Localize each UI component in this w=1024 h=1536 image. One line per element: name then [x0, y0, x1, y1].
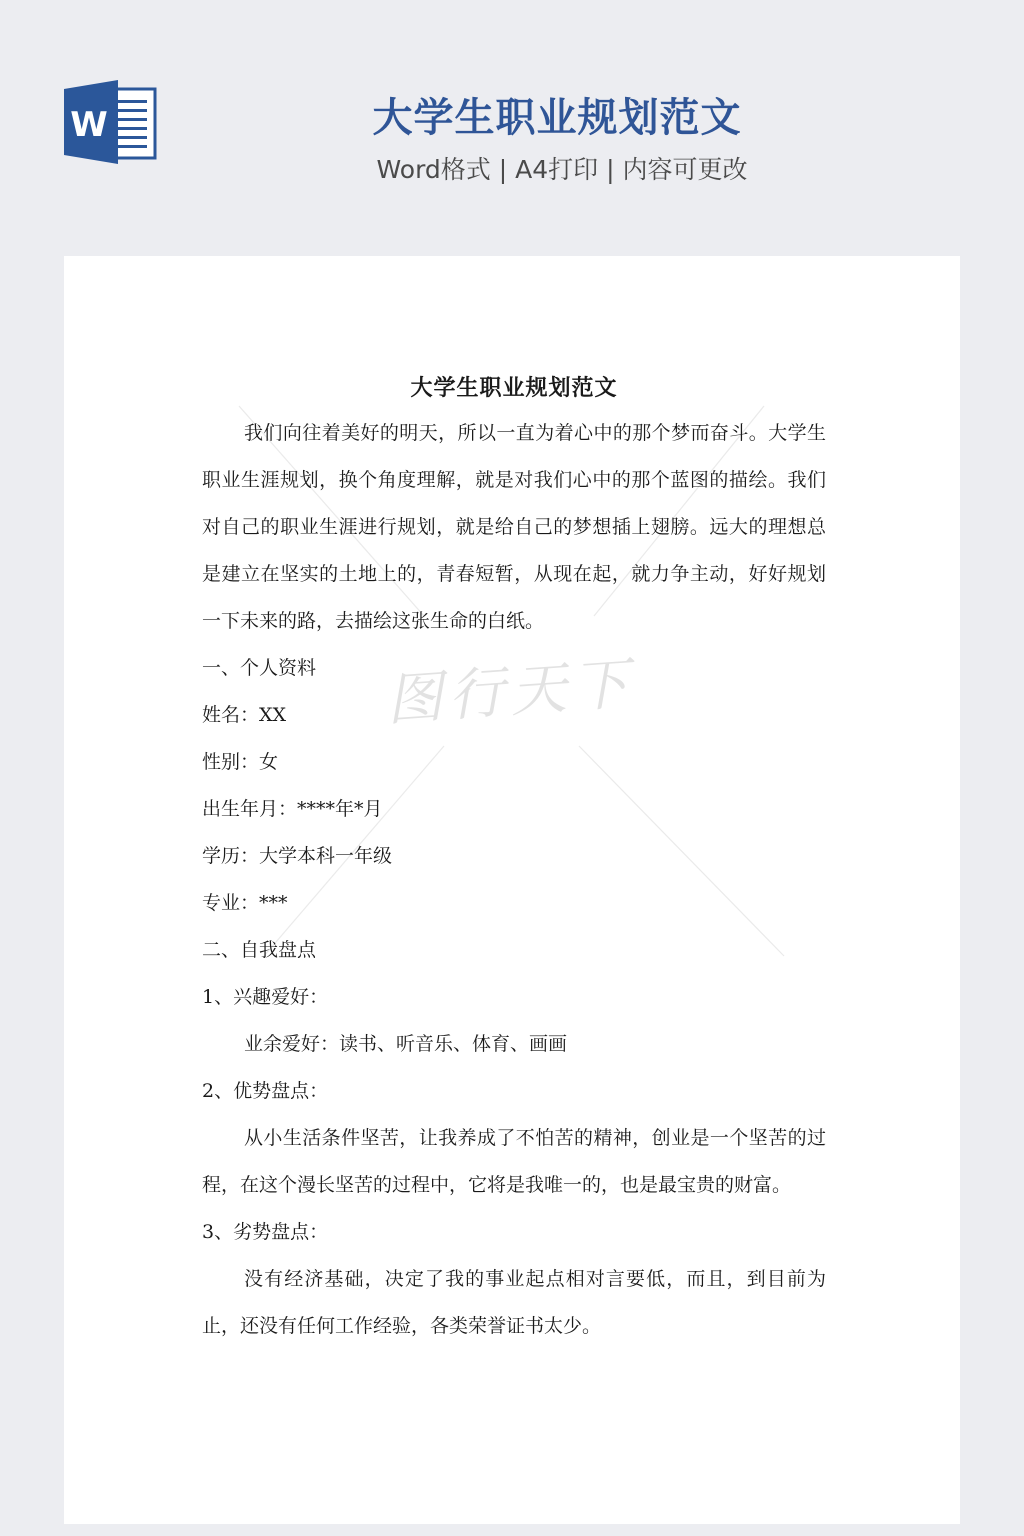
- page-title: 大学生职业规划范文: [372, 95, 742, 141]
- header: [0, 0, 1024, 250]
- strengths-heading: 2、优势盘点：: [202, 1080, 329, 1102]
- document-page: [64, 256, 960, 1524]
- intro-paragraph: 我们向往着美好的明天，所以一直为着心中的那个梦而奋斗。大学生职业生涯规划，换个角度理解，就是对我们心中的那个蓝图的描绘。我们对自己的职业生涯进行规划，就是给自己的梦想插上翅膀。远大的理想总是建立在坚实的土地上的，青春短暂，从现在起，就力争主动，好好规划一下未来的路，去描绘这张生命的白纸。: [202, 422, 826, 632]
- education-line: 学历：大学本科一年级: [202, 845, 393, 867]
- birth-line: 出生年月：****年*月: [202, 798, 383, 820]
- major-line: 专业：***: [202, 892, 288, 914]
- logo-letter: W: [70, 105, 108, 145]
- watermark-text: 图行天下: [384, 651, 637, 734]
- name-line: 姓名：XX: [202, 704, 287, 726]
- weaknesses-body: 没有经济基础，决定了我的事业起点相对言要低，而且，到目前为止，还没有任何工作经验，各类荣誉证书太少。: [202, 1268, 826, 1337]
- gender-line: 性别：女: [202, 751, 279, 773]
- section1-heading: 一、个人资料: [202, 657, 317, 679]
- interests-heading: 1、兴趣爱好：: [202, 986, 329, 1008]
- document-title: 大学生职业规划范文: [410, 375, 618, 401]
- section2-heading: 二、自我盘点: [202, 939, 317, 961]
- interests-body: 业余爱好：读书、听音乐、体育、画画: [244, 1033, 568, 1055]
- page-subtitle: Word格式 | A4打印 | 内容可更改: [376, 155, 748, 184]
- strengths-body: 从小生活条件坚苦，让我养成了不怕苦的精神，创业是一个坚苦的过程，在这个漫长坚苦的过程中，它将是我唯一的，也是最宝贵的财富。: [202, 1127, 826, 1196]
- weaknesses-heading: 3、劣势盘点：: [202, 1221, 329, 1243]
- document-body: [202, 368, 826, 1350]
